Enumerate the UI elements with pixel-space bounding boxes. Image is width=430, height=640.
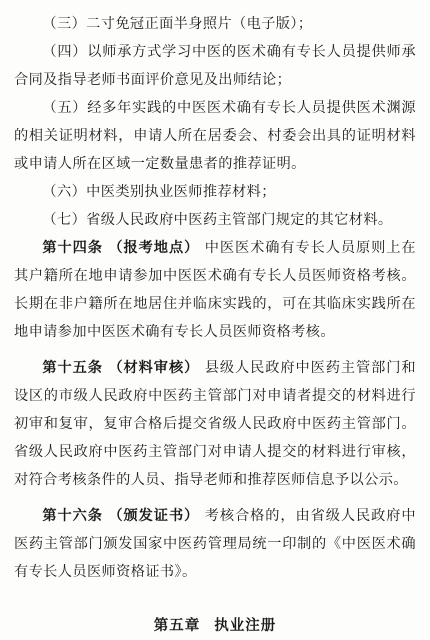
article-16-heading: （颁发证书） (108, 508, 200, 524)
spacer (14, 494, 416, 502)
article-15-number: 第十五条 (42, 360, 103, 376)
article-14-number: 第十四条 (42, 240, 103, 256)
chapter-heading (14, 612, 416, 640)
article-14-body: 中医医术确有专长人员原则上在其户籍所在地申请参加中医医术确有专长人员医师资格考核。长期在非户籍所在地居住并临床实践的，可在其临床实践所在地申请参加中医医术确有专长人员医师资格考核。 (14, 240, 417, 340)
chapter-number: 第五章 (153, 617, 201, 634)
article-14-heading: （报考地点） (108, 240, 200, 256)
article-15 (14, 354, 416, 494)
chapter-title: 执业注册 (214, 617, 277, 634)
article-16 (14, 502, 416, 586)
article-15-body: 县级人民政府中医药主管部门和设区的市级人民政府中医药主管部门对申请者提交的材料进行初审和复审，复审合格后提交省级人民政府中医药主管部门。省级人民政府中医药主管部门对申请人提交的材料进行审核，对符合考核条件的人员、指导老师和推荐医师信息予以公示。 (14, 360, 417, 488)
spacer (14, 586, 416, 612)
article-15-heading: （材料审核） (108, 360, 200, 376)
list-item-7: （七）省级人民政府中医药主管部门规定的其它材料。 (42, 212, 393, 228)
article-14 (14, 234, 416, 346)
article-16-number: 第十六条 (42, 508, 103, 524)
article-16-body: 考核合格的，由省级人民政府中医药主管部门颁发国家中医药管理局统一印制的《中医医术确有专长人员医师资格证书》。 (14, 508, 417, 580)
spacer (14, 346, 416, 354)
list-item-3: （三）二寸免冠正面半身照片（电子版）； (42, 16, 313, 32)
list-item-5: （五）经多年实践的中医医术确有专长人员提供医术渊源的相关证明材料，申请人所在居委会、村委会出具的证明材料或申请人所在区域一定数量患者的推荐证明。 (14, 100, 416, 172)
list-item-6: （六）中医类别执业医师推荐材料； (42, 184, 276, 200)
list-item-4: （四）以师承方式学习中医的医术确有专长人员提供师承合同及指导老师书面评价意见及出师结论； (14, 44, 416, 88)
